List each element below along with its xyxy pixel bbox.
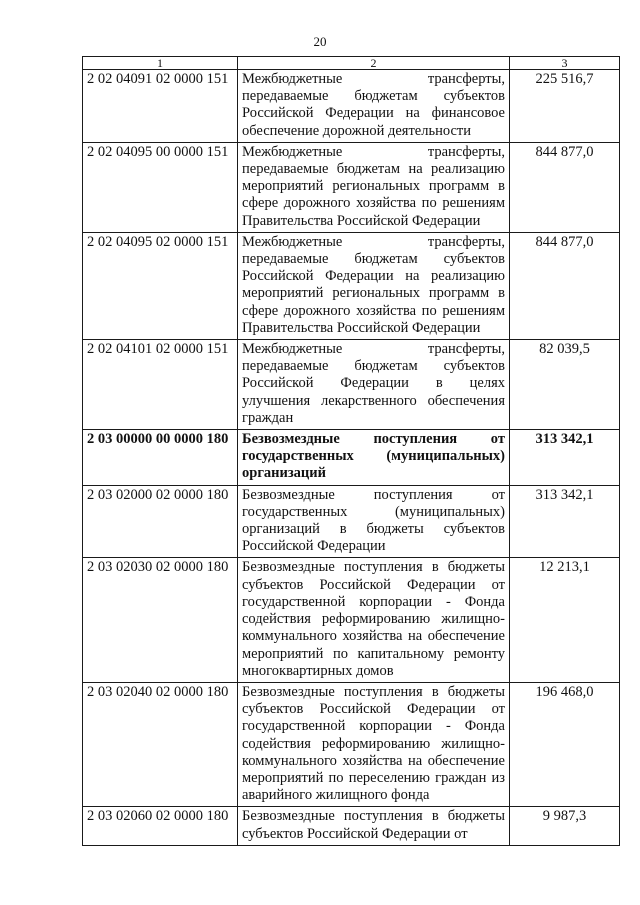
amount-cell: 196 468,0	[510, 682, 620, 806]
table-row	[83, 232, 620, 339]
column-header-description: 2	[238, 57, 510, 70]
description-cell: Межбюджетные трансферты, передаваемые бюджетам субъектов Российской Федерации на финансовое обеспечение дорожной деятельности	[238, 70, 510, 143]
page-number: 20	[313, 34, 327, 49]
description-cell: Межбюджетные трансферты, передаваемые бюджетам на реализацию мероприятий региональных программ в сфере дорожного хозяйства по решениям Правительства Российской Федерации	[238, 142, 510, 232]
table-row	[83, 807, 620, 845]
budget-code-cell: 2 03 02040 02 0000 180	[83, 682, 238, 806]
budget-code-cell: 2 03 00000 00 0000 180	[83, 430, 238, 486]
amount-cell: 844 877,0	[510, 142, 620, 232]
table-row	[83, 70, 620, 143]
amount-cell: 9 987,3	[510, 807, 620, 845]
budget-code-cell: 2 02 04091 02 0000 151	[83, 70, 238, 143]
column-header-code: 1	[83, 57, 238, 70]
description-cell: Безвозмездные поступления от государственных (муниципальных) организаций	[238, 430, 510, 486]
budget-code-cell: 2 02 04101 02 0000 151	[83, 340, 238, 430]
budget-code-cell: 2 03 02030 02 0000 180	[83, 558, 238, 682]
amount-cell: 313 342,1	[510, 485, 620, 558]
description-cell: Безвозмездные поступления от государственных (муниципальных) организаций в бюджеты субъектов Российской Федерации	[238, 485, 510, 558]
table-row	[83, 142, 620, 232]
column-header-amount: 3	[510, 57, 620, 70]
description-cell: Безвозмездные поступления в бюджеты субъектов Российской Федерации от государственной корпорации - Фонда содействия реформированию жилищно-коммунального хозяйства на обеспечение мероприятий по переселению граждан из аварийного жилищного фонда	[238, 682, 510, 806]
amount-cell: 313 342,1	[510, 430, 620, 486]
budget-table	[82, 56, 620, 846]
amount-cell: 12 213,1	[510, 558, 620, 682]
budget-code-cell: 2 02 04095 02 0000 151	[83, 232, 238, 339]
amount-cell: 82 039,5	[510, 340, 620, 430]
table-row	[83, 340, 620, 430]
description-cell: Межбюджетные трансферты, передаваемые бюджетам субъектов Российской Федерации на реализацию мероприятий региональных программ в сфере дорожного хозяйства по решениям Правительства Российской Федерации	[238, 232, 510, 339]
table-row	[83, 558, 620, 682]
budget-code-cell: 2 03 02000 02 0000 180	[83, 485, 238, 558]
budget-code-cell: 2 03 02060 02 0000 180	[83, 807, 238, 845]
table-row-section-heading	[83, 430, 620, 486]
amount-cell: 844 877,0	[510, 232, 620, 339]
description-cell: Межбюджетные трансферты, передаваемые бюджетам субъектов Российской Федерации в целях улучшения лекарственного обеспечения граждан	[238, 340, 510, 430]
table-row	[83, 682, 620, 806]
budget-code-cell: 2 02 04095 00 0000 151	[83, 142, 238, 232]
amount-cell: 225 516,7	[510, 70, 620, 143]
description-cell: Безвозмездные поступления в бюджеты субъектов Российской Федерации от	[238, 807, 510, 845]
table-header-row	[83, 57, 620, 70]
description-cell: Безвозмездные поступления в бюджеты субъектов Российской Федерации от государственной корпорации - Фонда содействия реформированию жилищно-коммунального хозяйства на обеспечение мероприятий по капитальному ремонту многоквартирных домов	[238, 558, 510, 682]
table-row	[83, 485, 620, 558]
